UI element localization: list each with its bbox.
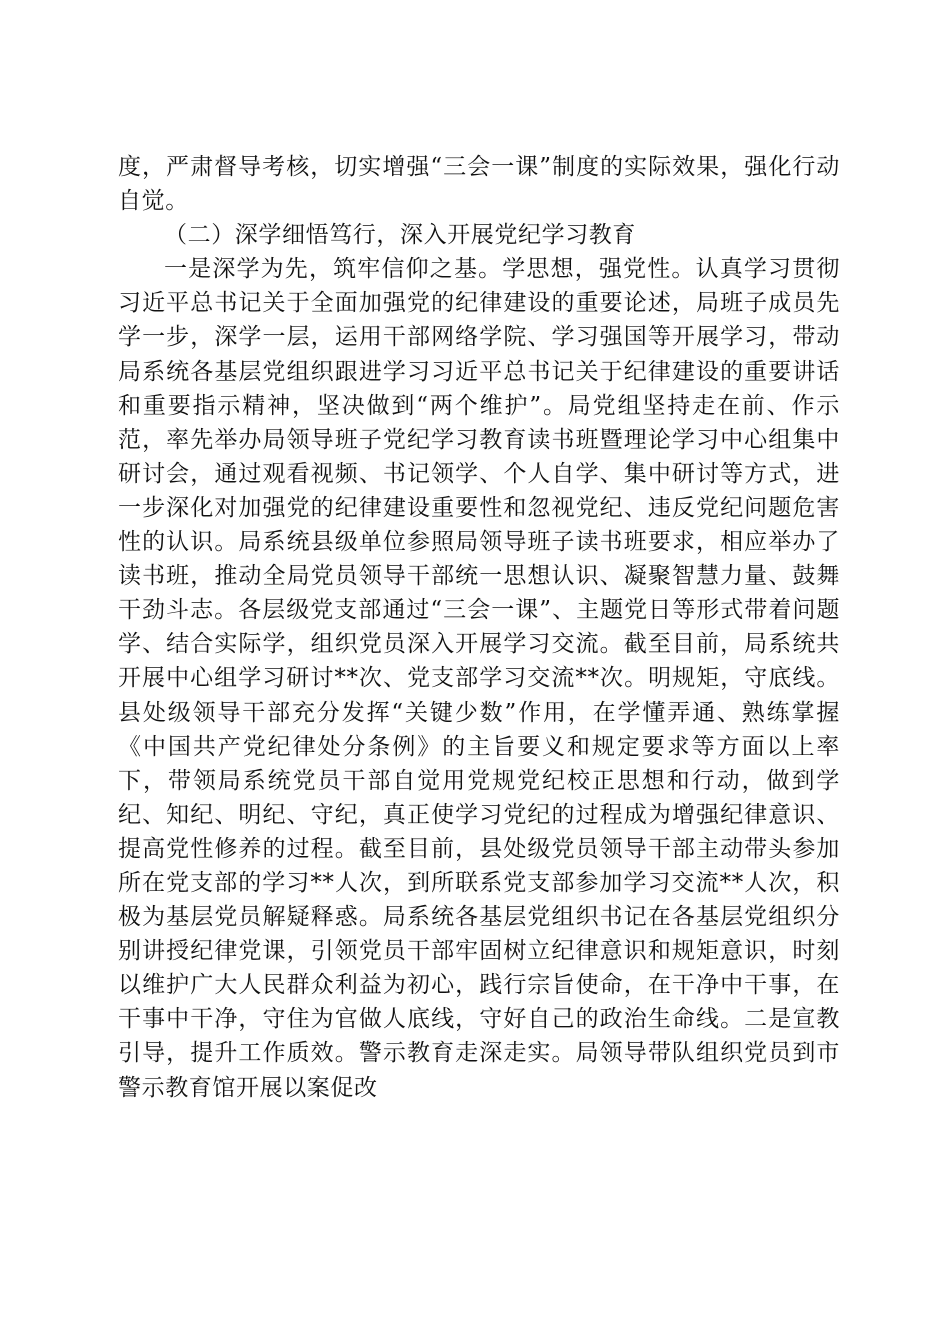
section-heading: （二）深学细悟笃行，深入开展党纪学习教育 xyxy=(164,222,636,249)
continuation-paragraph: 度，严肃督导考核，切实增强“三会一课”制度的实际效果，强化行动自觉。 xyxy=(118,154,840,215)
document-body xyxy=(118,150,840,1105)
body-paragraph: 一是深学为先，筑牢信仰之基。学思想，强党性。认真学习贯彻习近平总书记关于全面加强党的纪律建设的重要论述，局班子成员先学一步，深学一层，运用干部网络学院、学习强国等开展学习，带动局系统各基层党组织跟进学习习近平总书记关于纪律建设的重要讲话和重要指示精神，坚决做到“两个维护”。局党组坚持走在前、作示范，率先举办局领导班子党纪学习教育读书班暨理论学习中心组集中研讨会，通过观看视频、书记领学、个人自学、集中研讨等方式，进一步深化对加强党的纪律建设重要性和忽视党纪、违反党纪问题危害性的认识。局系统县级单位参照局领导班子读书班要求，相应举办了读书班，推动全局党员领导干部统一思想认识、凝聚智慧力量、鼓舞干劲斗志。各层级党支部通过“三会一课”、主题党日等形式带着问题学、结合实际学，组织党员深入开展学习交流。截至目前，局系统共开展中心组学习研讨**次、党支部学习交流**次。明规矩，守底线。县处级领导干部充分发挥“关键少数”作用，在学懂弄通、熟练掌握《中国共产党纪律处分条例》的主旨要义和规定要求等方面以上率下，带领局系统党员干部自觉用党规党纪校正思想和行动，做到学纪、知纪、明纪、守纪，真正使学习党纪的过程成为增强纪律意识、提高党性修养的过程。截至目前，县处级党员领导干部主动带头参加所在党支部的学习**人次，到所联系党支部参加学习交流**人次，积极为基层党员解疑释惑。局系统各基层党组织书记在各基层党组织分别讲授纪律党课，引领党员干部牢固树立纪律意识和规矩意识，时刻以维护广大人民群众利益为初心，践行宗旨使命，在干净中干事，在干事中干净，守住为官做人底线，守好自己的政治生命线。二是宣教引导，提升工作质效。警示教育走深走实。局领导带队组织党员到市警示教育馆开展以案促改 xyxy=(118,256,840,1101)
